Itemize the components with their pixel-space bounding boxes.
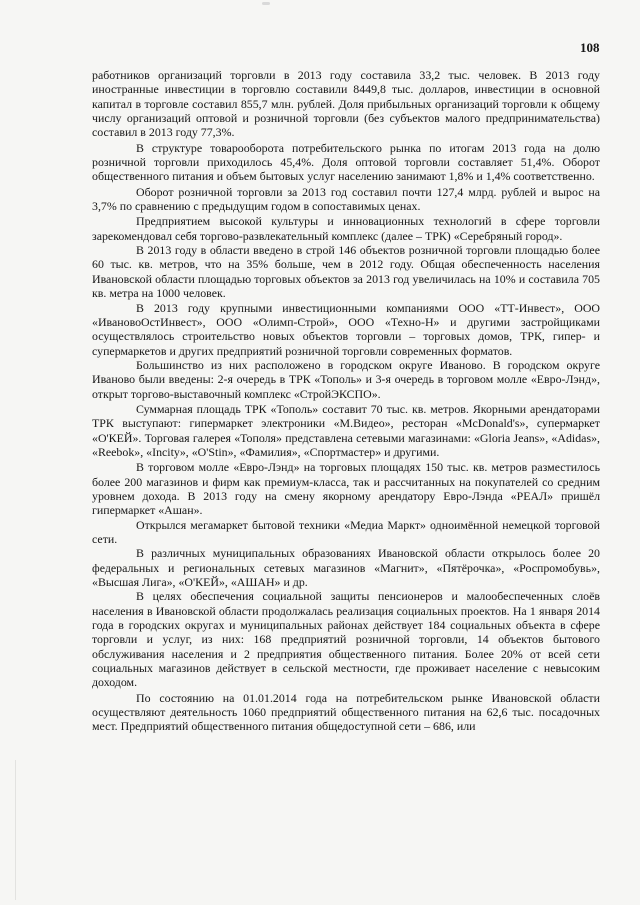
paragraph-serebryany-gorod: Предприятием высокой культуры и инновационных технологий в сфере торговли зарекомендовал себя торгово-развлекательный комплекс (далее – ТРК) «Серебряный город».: [92, 214, 600, 243]
paragraph-social-projects: В целях обеспечения социальной защиты пенсионеров и малообеспеченных слоёв населения в Ивановской области продолжалась реализация социальных проектов. На 1 января 2014 года в городских округах и муниципальных районах действует 184 социальных объекта в сфере торговли и услуг, из них: 168 предприятий розничной торговли, 14 объектов бытового обслуживания населения и 2 предприятия общественного питания. Более 20% от всей сети социальных магазинов действует в сельской местности, где проживает население с невысоким доходом.: [92, 589, 600, 690]
paragraph-retail-turnover: Оборот розничной торговли за 2013 год составил почти 127,4 млрд. рублей и вырос на 3,7% по сравнению с предыдущим годом в сопоставимых ценах.: [92, 184, 600, 214]
page-number: 108: [580, 40, 600, 55]
paragraph-media-markt: Открылся мегамаркет бытовой техники «Медиа Маркт» одноимённой немецкой торговой сети.: [92, 517, 600, 546]
paragraph-chain-stores: В различных муниципальных образованиях Ивановской области открылось более 20 федеральных и региональных сетевых магазинов «Магнит», «Пятёрочка», «Роспромобувь», «Высшая Лига», «О'КЕЙ», «АШАН» и др.: [92, 546, 600, 590]
document-body: [92, 68, 600, 734]
paragraph-new-retail-objects: В 2013 году в области введено в строй 146 объектов розничной торговли площадью более 60 тыс. кв. метров, что на 35% больше, чем в 2012 году. Общая обеспеченность населения Ивановской области площадью торговых объектов за 2013 год увеличилась на 10% и составила 705 кв. метра на 1000 человек.: [92, 243, 600, 301]
scan-edge-line: [15, 760, 16, 900]
paragraph-topol: Суммарная площадь ТРК «Тополь» составит 70 тыс. кв. метров. Якорными арендаторами ТРК выступают: гипермаркет электроники «М.Видео», ресторан «McDonald's», супермаркет «О'КЕЙ». Торговая галерея «Тополя» представлена сетевыми магазинами: «Gloria Jeans», «Adidas», «Reebok», «Incity», «O'Stin», «Фамилия», «Спортмастер» и другими.: [92, 401, 600, 459]
paragraph-investment-companies: В 2013 году крупными инвестиционными компаниями ООО «ТТ-Инвест», ООО «ИвановоОстИнвест», ООО «Олимп-Строй», ООО «Техно-Н» и другими застройщиками осуществлялось строительство новых объектов торговли – торговых домов, ТРК, гипер- и супермаркетов и других предприятий розничной торговли современных форматов.: [92, 300, 600, 358]
paragraph-investments: работников организаций торговли в 2013 году составила 33,2 тыс. человек. В 2013 году иностранные инвестиции в торговлю составили 8449,8 тыс. долларов, инвестиции в основной капитал в торговле составил 855,7 млн. рублей. Доля прибыльных организаций торговли к общему числу организаций оптовой и розничной торговли (без субъектов малого предпринимательства) составил в 2013 году 77,3%.: [92, 68, 600, 140]
paragraph-turnover-structure: В структуре товарооборота потребительского рынка по итогам 2013 года на долю розничной торговли приходилось 45,4%. Доля оптовой торговли составляет 51,4%. Оборот общественного питания и объем бытовых услуг населению занимают 1,8% и 1,4% соответственно.: [92, 140, 600, 184]
paragraph-catering: По состоянию на 01.01.2014 года на потребительском рынке Ивановской области осуществляют деятельность 1060 предприятий общественного питания на 62,6 тыс. посадочных мест. Предприятий общественного питания общедоступной сети – 686, или: [92, 690, 600, 734]
paragraph-euro-land: В торговом молле «Евро-Лэнд» на торговых площадях 150 тыс. кв. метров разместилось более 200 магазинов и фирм как премиум-класса, так и рассчитанных на покупателей со средним уровнем дохода. В 2013 году на смену якорному арендатору Евро-Лэнда «РЕАЛ» пришёл гипермаркет «Ашан».: [92, 460, 600, 518]
paragraph-ivanovo-openings: Большинство из них расположено в городском округе Иваново. В городском округе Иваново были введены: 2-я очередь в ТРК «Тополь» и 3-я очередь в торговом молле «Евро-Лэнд», открыт торгово-выставочный комплекс «СтройЭКСПО».: [92, 357, 600, 401]
scan-speck: [262, 2, 270, 5]
